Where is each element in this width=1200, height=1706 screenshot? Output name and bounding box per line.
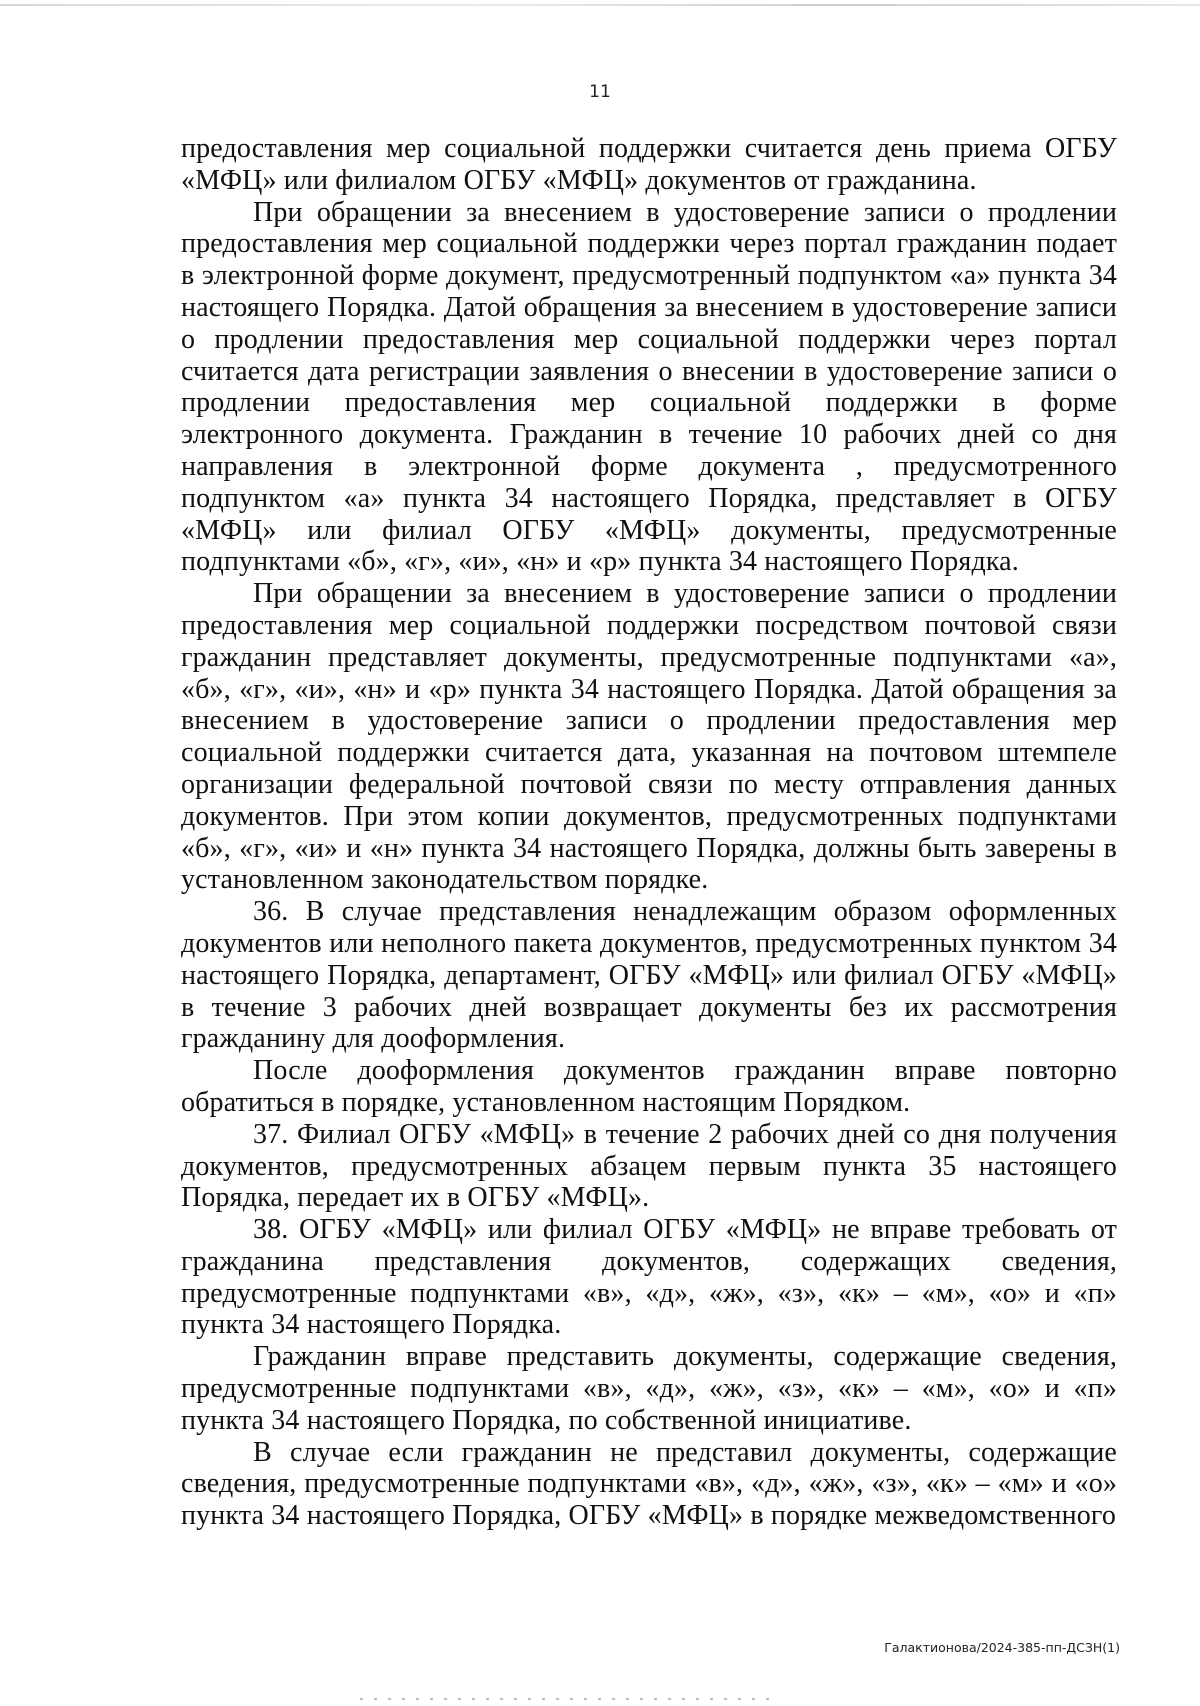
paragraph: Гражданин вправе представить документы, содержащие сведения, предусмотренные подпунктами «в», «д», «ж», «з», «к» – «м», «о» и «п» пункта 34 настоящего Порядка, по собственной инициативе. [181, 1341, 1117, 1436]
scan-edge-line [0, 4, 1200, 6]
paragraph: предоставления мер социальной поддержки считается день приема ОГБУ «МФЦ» или филиалом ОГБУ «МФЦ» документов от гражданина. [181, 133, 1117, 196]
paragraph: При обращении за внесением в удостоверение записи о продлении предоставления мер социальной поддержки посредством почтовой связи гражданин представляет документы, предусмотренные подпунктами «а», «б», «г», «и», «н» и «р» пункта 34 настоящего Порядка. Датой обращения за внесением в удостоверение записи о продлении предоставления мер социальной поддержки считается дата, указанная на почтовом штемпеле организации федеральной почтовой связи по месту отправления данных документов. При этом копии документов, предусмотренных подпунктами «б», «г», «и» и «н» пункта 34 настоящего Порядка, должны быть заверены в установленном законодательством порядке. [181, 578, 1117, 896]
document-reference-code: Галактионова/2024-385-пп-ДСЗН(1) [884, 1640, 1120, 1655]
paragraph-item-36: 36. В случае представления ненадлежащим образом оформленных документов или неполного пакета документов, предусмотренных пунктом 34 настоящего Порядка, департамент, ОГБУ «МФЦ» или филиал ОГБУ «МФЦ» в течение 3 рабочих дней возвращает документы без их рассмотрения гражданину для дооформления. [181, 896, 1117, 1055]
paragraph-item-38: 38. ОГБУ «МФЦ» или филиал ОГБУ «МФЦ» не вправе требовать от гражданина представления документов, содержащих сведения, предусмотренные подпунктами «в», «д», «ж», «з», «к» – «м», «о» и «п» пункта 34 настоящего Порядка. [181, 1214, 1117, 1341]
page-number: 11 [589, 82, 611, 102]
body-text [181, 133, 1117, 1532]
paragraph-item-37: 37. Филиал ОГБУ «МФЦ» в течение 2 рабочих дней со дня получения документов, предусмотренных абзацем первым пункта 35 настоящего Порядка, передает их в ОГБУ «МФЦ». [181, 1118, 1117, 1214]
paragraph: При обращении за внесением в удостоверение записи о продлении предоставления мер социальной поддержки через портал гражданин подает в электронной форме документ, предусмотренный подпунктом «а» пункта 34 настоящего Порядка. Датой обращения за внесением в удостоверение записи о продлении предоставления мер социальной поддержки через портал считается дата регистрации заявления о внесении в удостоверение записи о продлении предоставления мер социальной поддержки в форме электронного документа. Гражданин в течение 10 рабочих дней со дня направления в электронной форме документа , предусмотренного подпунктом «а» пункта 34 настоящего Порядка, представляет в ОГБУ «МФЦ» или филиал ОГБУ «МФЦ» документы, предусмотренные подпунктами «б», «г», «и», «н» и «р» пункта 34 настоящего Порядка. [181, 196, 1117, 578]
paragraph: В случае если гражданин не представил документы, содержащие сведения, предусмотренные подпунктами «в», «д», «ж», «з», «к» – «м» и «о» пункта 34 настоящего Порядка, ОГБУ «МФЦ» в порядке межведомственного [181, 1436, 1117, 1532]
paragraph: После дооформления документов гражданин вправе повторно обратиться в порядке, установленном настоящим Порядком. [181, 1055, 1117, 1118]
scan-artifact-dots [360, 1698, 780, 1700]
